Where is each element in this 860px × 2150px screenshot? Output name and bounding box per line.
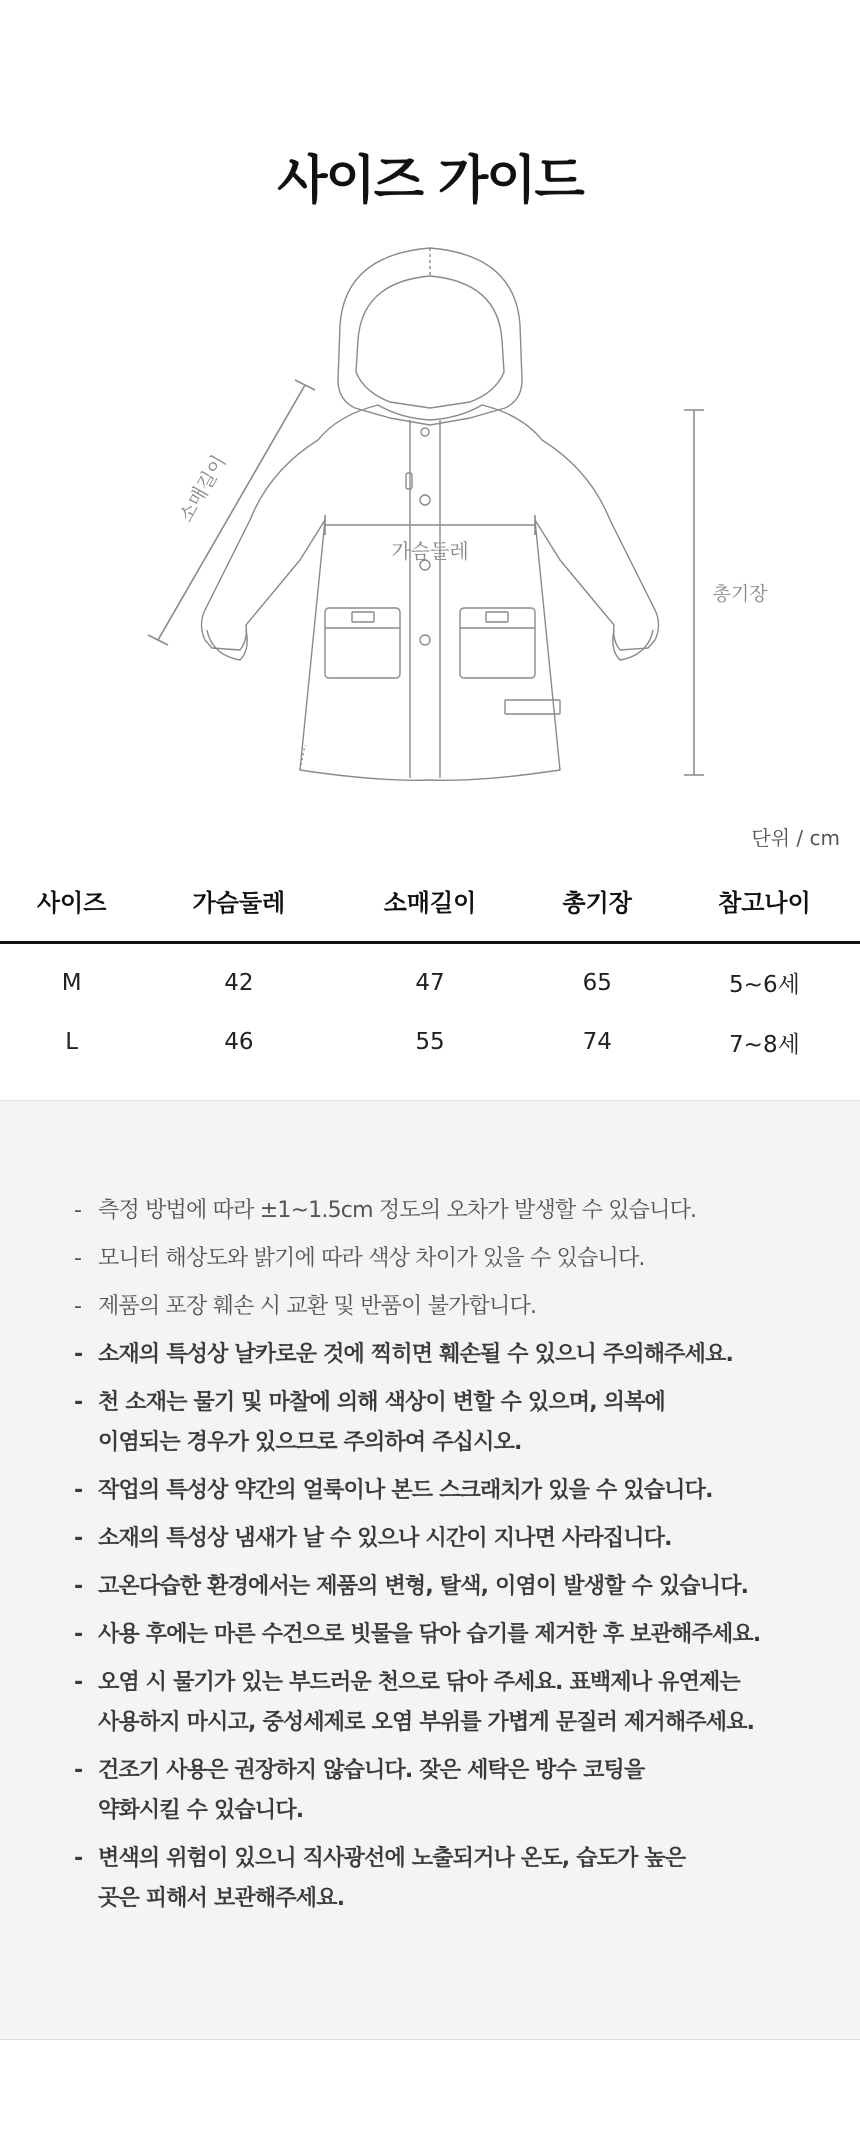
list-item: - 건조기 사용은 권장하지 않습니다. 잦은 세탁은 방수 코팅을 약화시킬 수 있습니다. xyxy=(74,1751,830,1831)
cell-size: L xyxy=(65,1029,79,1055)
cell-chest: 46 xyxy=(224,1029,254,1055)
sleeve-label: 소매길이 xyxy=(174,451,231,527)
header-age: 참고나이 xyxy=(669,860,860,942)
list-item: - 측정 방법에 따라 ±1~1.5cm 정도의 오차가 발생할 수 있습니다. xyxy=(74,1191,830,1231)
table-header-row xyxy=(0,860,860,942)
header-sleeve: 소매길이 xyxy=(334,860,525,942)
header-size: 사이즈 xyxy=(0,860,143,942)
cell-sleeve: 47 xyxy=(415,969,445,996)
left-pocket xyxy=(325,608,400,678)
table-row xyxy=(0,1012,860,1082)
list-item: - 모니터 해상도와 밝기에 따라 색상 차이가 있을 수 있습니다. xyxy=(74,1239,830,1279)
list-item: - 제품의 포장 훼손 시 교환 및 반품이 불가합니다. xyxy=(74,1287,830,1327)
list-item: - 작업의 특성상 약간의 얼룩이나 본드 스크래치가 있을 수 있습니다. xyxy=(74,1471,830,1511)
length-label: 총기장 xyxy=(712,583,768,605)
table-row xyxy=(0,942,860,1012)
header-chest: 가슴둘레 xyxy=(143,860,334,942)
list-item: - 소재의 특성상 날카로운 것에 찍히면 훼손될 수 있으니 주의해주세요. xyxy=(74,1335,830,1375)
raincoat-diagram xyxy=(0,240,860,800)
page-title: 사이즈 가이드 xyxy=(277,151,583,211)
cell-length: 65 xyxy=(582,969,612,996)
list-item: - 사용 후에는 마른 수건으로 빗물을 닦아 습기를 제거한 후 보관해주세요. xyxy=(74,1615,830,1655)
cell-chest: 42 xyxy=(224,969,254,996)
coat-body xyxy=(202,405,659,780)
cell-age: 5~6세 xyxy=(729,972,800,999)
unit-label: 단위 / cm xyxy=(751,826,840,850)
cell-size: M xyxy=(61,969,82,996)
cell-sleeve: 55 xyxy=(415,1029,445,1055)
size-table xyxy=(0,860,860,1082)
cell-length: 74 xyxy=(582,1029,612,1055)
raincoat-illustration xyxy=(0,240,860,800)
right-pocket xyxy=(460,608,535,678)
list-item: - 천 소재는 물기 및 마찰에 의해 색상이 변할 수 있으며, 의복에 이염되는 경우가 있으므로 주의하여 주십시오. xyxy=(74,1383,830,1463)
chest-label: 가슴둘레 xyxy=(391,539,469,563)
list-item: - 고온다습한 환경에서는 제품의 변형, 탈색, 이염이 발생할 수 있습니다. xyxy=(74,1567,830,1607)
cell-age: 7~8세 xyxy=(729,1031,800,1058)
care-notes-section xyxy=(0,1100,860,2040)
list-item: - 소재의 특성상 냄새가 날 수 있으나 시간이 지나면 사라집니다. xyxy=(74,1519,830,1559)
header-length: 총기장 xyxy=(526,860,669,942)
care-notes-list xyxy=(0,1191,860,1919)
list-item: - 오염 시 물기가 있는 부드러운 천으로 닦아 주세요. 표백제나 유연제는 사용하지 마시고, 중성세제로 오염 부위를 가볍게 문질러 제거해주세요. xyxy=(74,1663,830,1743)
list-item: - 변색의 위험이 있으니 직사광선에 노출되거나 온도, 습도가 높은 곳은 피해서 보관해주세요. xyxy=(74,1839,830,1919)
hood-inner xyxy=(356,276,504,408)
